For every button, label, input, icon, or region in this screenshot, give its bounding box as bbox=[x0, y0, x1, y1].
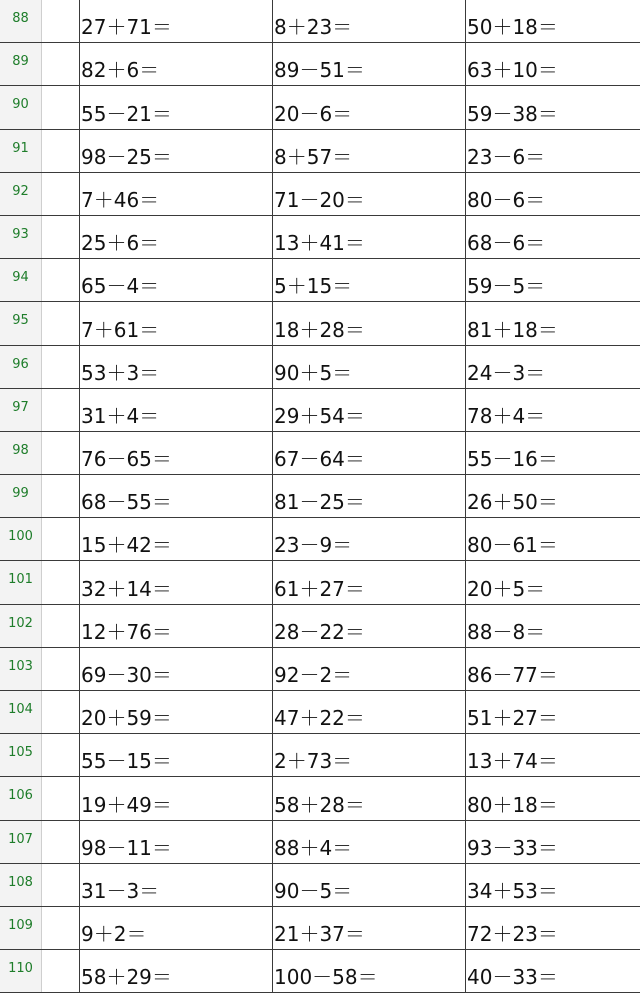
table-row bbox=[0, 346, 640, 389]
problem-cell[interactable]: 7＋61＝ bbox=[80, 302, 273, 344]
row-header[interactable]: 96 bbox=[0, 346, 42, 388]
problem-cell[interactable]: 61＋27＝ bbox=[273, 561, 466, 603]
problem-cell[interactable]: 59－38＝ bbox=[467, 101, 558, 126]
problem-cell[interactable]: 15＋42＝ bbox=[80, 518, 273, 560]
row-header[interactable]: 110 bbox=[0, 950, 42, 992]
problem-cell[interactable]: 98－11＝ bbox=[80, 821, 273, 863]
cell-empty[interactable] bbox=[42, 561, 80, 603]
cell-empty[interactable] bbox=[42, 302, 80, 344]
problem-cell[interactable]: 28－22＝ bbox=[273, 605, 466, 647]
table-row bbox=[0, 86, 640, 129]
table-row bbox=[0, 130, 640, 173]
problem-cell[interactable]: 25＋6＝ bbox=[80, 216, 273, 258]
table-row bbox=[0, 561, 640, 604]
problem-cell[interactable]: 71－20＝ bbox=[273, 173, 466, 215]
row-header[interactable]: 95 bbox=[0, 302, 42, 344]
problem-cell[interactable]: 31－3＝ bbox=[80, 864, 273, 906]
problem-cell[interactable]: 100－58＝ bbox=[273, 950, 466, 992]
problem-cell[interactable]: 90－5＝ bbox=[273, 864, 466, 906]
row-header[interactable]: 102 bbox=[0, 605, 42, 647]
problem-cell[interactable]: 92－2＝ bbox=[273, 648, 466, 690]
problem-cell[interactable]: 8＋23＝ bbox=[273, 0, 466, 42]
cell-empty[interactable] bbox=[42, 864, 80, 906]
table-row bbox=[0, 518, 640, 561]
problem-cell[interactable]: 93－33＝ bbox=[467, 835, 558, 860]
row-header[interactable]: 99 bbox=[0, 475, 42, 517]
cell-empty[interactable] bbox=[42, 950, 80, 992]
problem-cell[interactable]: 53＋3＝ bbox=[80, 346, 273, 388]
cell-empty[interactable] bbox=[42, 777, 80, 819]
problem-cell[interactable]: 55－15＝ bbox=[80, 734, 273, 776]
problem-cell[interactable]: 65－4＝ bbox=[80, 259, 273, 301]
table-row bbox=[0, 216, 640, 259]
problem-cell[interactable]: 55－21＝ bbox=[80, 86, 273, 128]
table-row bbox=[0, 302, 640, 345]
problem-cell[interactable]: 32＋14＝ bbox=[80, 561, 273, 603]
problem-cell[interactable]: 29＋54＝ bbox=[273, 389, 466, 431]
table-row bbox=[0, 864, 640, 907]
problem-cell[interactable]: 47＋22＝ bbox=[273, 691, 466, 733]
row-header[interactable]: 105 bbox=[0, 734, 42, 776]
problem-cell[interactable]: 18＋28＝ bbox=[273, 302, 466, 344]
row-header[interactable]: 97 bbox=[0, 389, 42, 431]
row-header[interactable]: 93 bbox=[0, 216, 42, 258]
table-row bbox=[0, 432, 640, 475]
problem-cell[interactable]: 26＋50＝ bbox=[467, 490, 558, 515]
problem-cell[interactable]: 58＋29＝ bbox=[80, 950, 273, 992]
problem-cell[interactable]: 59－5＝ bbox=[467, 274, 546, 299]
row-header[interactable]: 89 bbox=[0, 43, 42, 85]
problem-cell[interactable]: 78＋4＝ bbox=[467, 403, 546, 428]
cell-empty[interactable] bbox=[42, 821, 80, 863]
cell-empty[interactable] bbox=[42, 259, 80, 301]
problem-cell[interactable]: 51＋27＝ bbox=[467, 706, 558, 731]
problem-cell[interactable]: 20＋5＝ bbox=[467, 576, 546, 601]
table-row bbox=[0, 907, 640, 950]
row-header[interactable]: 100 bbox=[0, 518, 42, 560]
problem-cell[interactable]: 34＋53＝ bbox=[467, 878, 558, 903]
cell-empty[interactable] bbox=[42, 648, 80, 690]
table-row bbox=[0, 259, 640, 302]
problem-cell[interactable]: 58＋28＝ bbox=[273, 777, 466, 819]
problem-cell[interactable]: 69－30＝ bbox=[80, 648, 273, 690]
problem-cell[interactable]: 20＋59＝ bbox=[80, 691, 273, 733]
problem-cell[interactable]: 13＋41＝ bbox=[273, 216, 466, 258]
problem-cell[interactable]: 80－6＝ bbox=[467, 187, 546, 212]
table-row bbox=[0, 734, 640, 777]
table-row bbox=[0, 43, 640, 86]
cell-empty[interactable] bbox=[42, 130, 80, 172]
problem-cell[interactable]: 31＋4＝ bbox=[80, 389, 273, 431]
problem-cell[interactable]: 80＋18＝ bbox=[467, 792, 558, 817]
problem-cell[interactable]: 55－16＝ bbox=[467, 447, 558, 472]
row-header[interactable]: 98 bbox=[0, 432, 42, 474]
table-row bbox=[0, 821, 640, 864]
problem-cell[interactable]: 23－9＝ bbox=[273, 518, 466, 560]
problem-cell[interactable]: 76－65＝ bbox=[80, 432, 273, 474]
table-row bbox=[0, 389, 640, 432]
problem-cell[interactable]: 82＋6＝ bbox=[80, 43, 273, 85]
cell-empty[interactable] bbox=[42, 389, 80, 431]
problem-cell[interactable]: 80－61＝ bbox=[467, 533, 558, 558]
problem-cell[interactable]: 67－64＝ bbox=[273, 432, 466, 474]
cell-empty[interactable] bbox=[42, 605, 80, 647]
problem-cell[interactable]: 81＋18＝ bbox=[467, 317, 558, 342]
problem-cell[interactable]: 88－8＝ bbox=[467, 619, 546, 644]
problem-cell[interactable]: 9＋2＝ bbox=[80, 907, 273, 949]
problem-cell[interactable]: 19＋49＝ bbox=[80, 777, 273, 819]
problem-cell[interactable]: 81－25＝ bbox=[273, 475, 466, 517]
table-row bbox=[0, 173, 640, 216]
table-row bbox=[0, 0, 640, 43]
row-header[interactable]: 107 bbox=[0, 821, 42, 863]
row-header[interactable]: 94 bbox=[0, 259, 42, 301]
cell-empty[interactable] bbox=[42, 907, 80, 949]
cell-empty[interactable] bbox=[42, 216, 80, 258]
cell-empty[interactable] bbox=[42, 734, 80, 776]
problem-cell[interactable]: 20－6＝ bbox=[273, 86, 466, 128]
problem-cell[interactable]: 50＋18＝ bbox=[467, 15, 558, 40]
cell-empty[interactable] bbox=[42, 475, 80, 517]
row-header[interactable]: 90 bbox=[0, 86, 42, 128]
problem-cell[interactable]: 88＋4＝ bbox=[273, 821, 466, 863]
table-row bbox=[0, 475, 640, 518]
problem-cell[interactable]: 8＋57＝ bbox=[273, 130, 466, 172]
table-row bbox=[0, 777, 640, 820]
problem-cell[interactable]: 27＋71＝ bbox=[80, 0, 273, 42]
problem-cell[interactable]: 86－77＝ bbox=[467, 663, 558, 687]
problem-cell[interactable]: 72＋23＝ bbox=[467, 922, 558, 947]
cell-empty[interactable] bbox=[42, 691, 80, 733]
problem-cell[interactable]: 13＋74＝ bbox=[467, 749, 558, 774]
problem-cell[interactable]: 7＋46＝ bbox=[80, 173, 273, 215]
problem-cell[interactable]: 68－6＝ bbox=[467, 231, 546, 256]
row-header[interactable]: 101 bbox=[0, 561, 42, 603]
problem-cell[interactable]: 89－51＝ bbox=[273, 43, 466, 85]
cell-empty[interactable] bbox=[42, 86, 80, 128]
problem-cell[interactable]: 90＋5＝ bbox=[273, 346, 466, 388]
cell-empty[interactable] bbox=[42, 518, 80, 560]
problem-cell[interactable]: 68－55＝ bbox=[80, 475, 273, 517]
table-row bbox=[0, 605, 640, 648]
cell-empty[interactable] bbox=[42, 0, 80, 42]
table-row bbox=[0, 691, 640, 734]
cell-empty[interactable] bbox=[42, 173, 80, 215]
row-header[interactable]: 92 bbox=[0, 173, 42, 215]
cell-empty[interactable] bbox=[42, 346, 80, 388]
row-header[interactable]: 104 bbox=[0, 691, 42, 733]
problem-cell[interactable]: 40－33＝ bbox=[467, 965, 558, 990]
problem-cell[interactable]: 12＋76＝ bbox=[80, 605, 273, 647]
row-header[interactable]: 103 bbox=[0, 648, 42, 690]
problem-cell[interactable]: 23－6＝ bbox=[467, 144, 546, 169]
row-header[interactable]: 108 bbox=[0, 864, 42, 906]
problem-cell[interactable]: 2＋73＝ bbox=[273, 734, 466, 776]
row-header[interactable]: 88 bbox=[0, 0, 42, 42]
row-header[interactable]: 91 bbox=[0, 130, 42, 172]
problem-cell[interactable]: 5＋15＝ bbox=[273, 259, 466, 301]
problem-cell[interactable]: 63＋10＝ bbox=[467, 58, 558, 83]
row-header[interactable]: 106 bbox=[0, 777, 42, 819]
table-row bbox=[0, 648, 640, 691]
problem-cell[interactable]: 98－25＝ bbox=[80, 130, 273, 172]
cell-empty[interactable] bbox=[42, 43, 80, 85]
cell-empty[interactable] bbox=[42, 432, 80, 474]
row-header[interactable]: 109 bbox=[0, 907, 42, 949]
problem-cell[interactable]: 24－3＝ bbox=[467, 360, 546, 385]
problem-cell[interactable]: 21＋37＝ bbox=[273, 907, 466, 949]
table-row bbox=[0, 950, 640, 993]
